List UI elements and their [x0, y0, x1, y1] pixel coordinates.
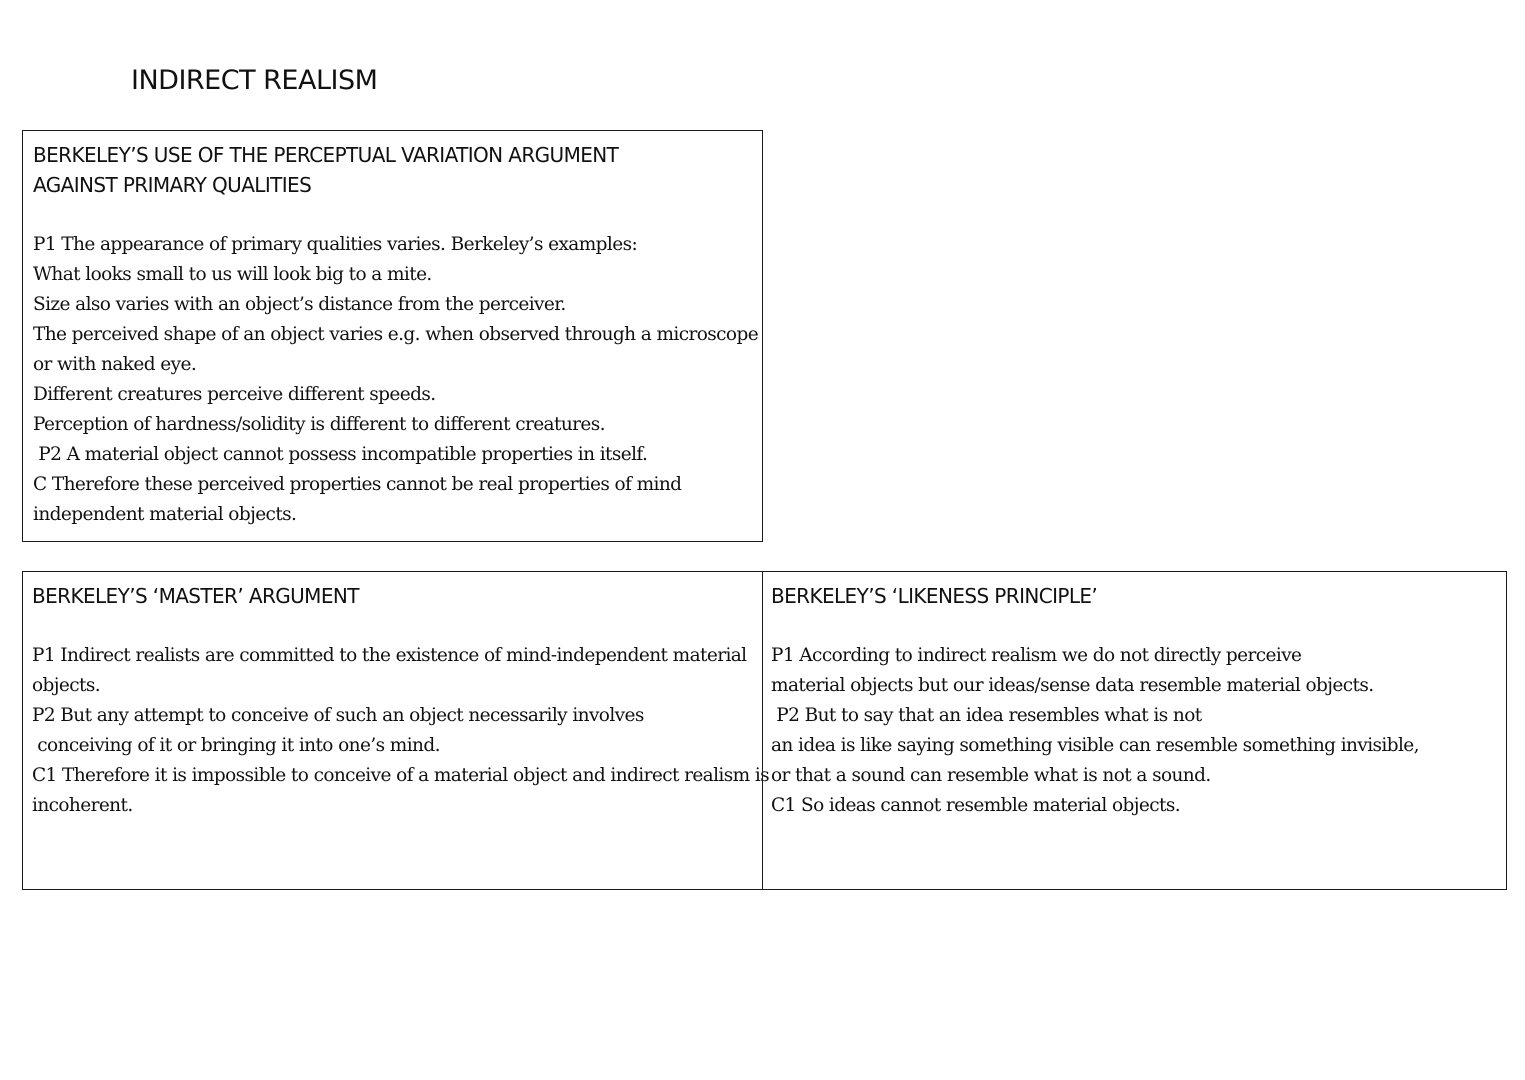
argument-line: P2 A material object cannot possess incompatible properties in itself.: [33, 444, 648, 465]
argument-line: C Therefore these perceived properties cannot be real properties of mind: [33, 474, 682, 495]
argument-line: P1 The appearance of primary qualities varies. Berkeley’s examples:: [33, 234, 638, 255]
page-title: INDIRECT REALISM: [131, 65, 378, 96]
argument-line: independent material objects.: [33, 504, 297, 525]
perceptual-variation-argument: [33, 230, 758, 530]
argument-line: P2 But any attempt to conceive of such an object necessarily involves: [32, 705, 644, 726]
perceptual-variation-box: [22, 130, 763, 542]
argument-line: or with naked eye.: [33, 354, 197, 375]
spacer: [32, 611, 769, 641]
likeness-principle-heading: BERKELEY’S ‘LIKENESS PRINCIPLE’: [771, 584, 1098, 608]
argument-line: C1 So ideas cannot resemble material objects.: [771, 795, 1181, 816]
likeness-principle-content: [771, 581, 1419, 821]
argument-line: The perceived shape of an object varies e.g. when observed through a microscope: [33, 324, 759, 345]
two-column-box: [22, 571, 1507, 890]
perceptual-variation-content: [33, 140, 758, 530]
argument-line: Size also varies with an object’s distance from the perceiver.: [33, 294, 566, 315]
spacer: [771, 611, 1419, 641]
argument-line: material objects but our ideas/sense data resemble material objects.: [771, 675, 1374, 696]
argument-line: or that a sound can resemble what is not a sound.: [771, 765, 1211, 786]
argument-line: P2 But to say that an idea resembles what is not: [771, 705, 1202, 726]
column-divider: [762, 572, 763, 889]
argument-line: P1 Indirect realists are committed to the existence of mind-independent material: [32, 645, 747, 666]
argument-line: incoherent.: [32, 795, 133, 816]
likeness-principle-argument: [771, 641, 1419, 821]
perceptual-variation-heading-line-2: AGAINST PRIMARY QUALITIES: [33, 173, 312, 197]
argument-line: What looks small to us will look big to a mite.: [33, 264, 432, 285]
argument-line: objects.: [32, 675, 101, 696]
argument-line: C1 Therefore it is impossible to conceive of a material object and indirect realism is: [32, 765, 770, 786]
argument-line: an idea is like saying something visible can resemble something invisible,: [771, 735, 1419, 756]
master-argument: [32, 641, 769, 821]
master-argument-heading: BERKELEY’S ‘MASTER’ ARGUMENT: [32, 584, 359, 608]
perceptual-variation-heading-line-1: BERKELEY’S USE OF THE PERCEPTUAL VARIATION ARGUMENT: [33, 143, 619, 167]
argument-line: Different creatures perceive different speeds.: [33, 384, 436, 405]
master-argument-content: [32, 581, 769, 821]
spacer: [33, 200, 758, 230]
argument-line: P1 According to indirect realism we do not directly perceive: [771, 645, 1302, 666]
argument-line: Perception of hardness/solidity is different to different creatures.: [33, 414, 605, 435]
argument-line: conceiving of it or bringing it into one’s mind.: [32, 735, 440, 756]
